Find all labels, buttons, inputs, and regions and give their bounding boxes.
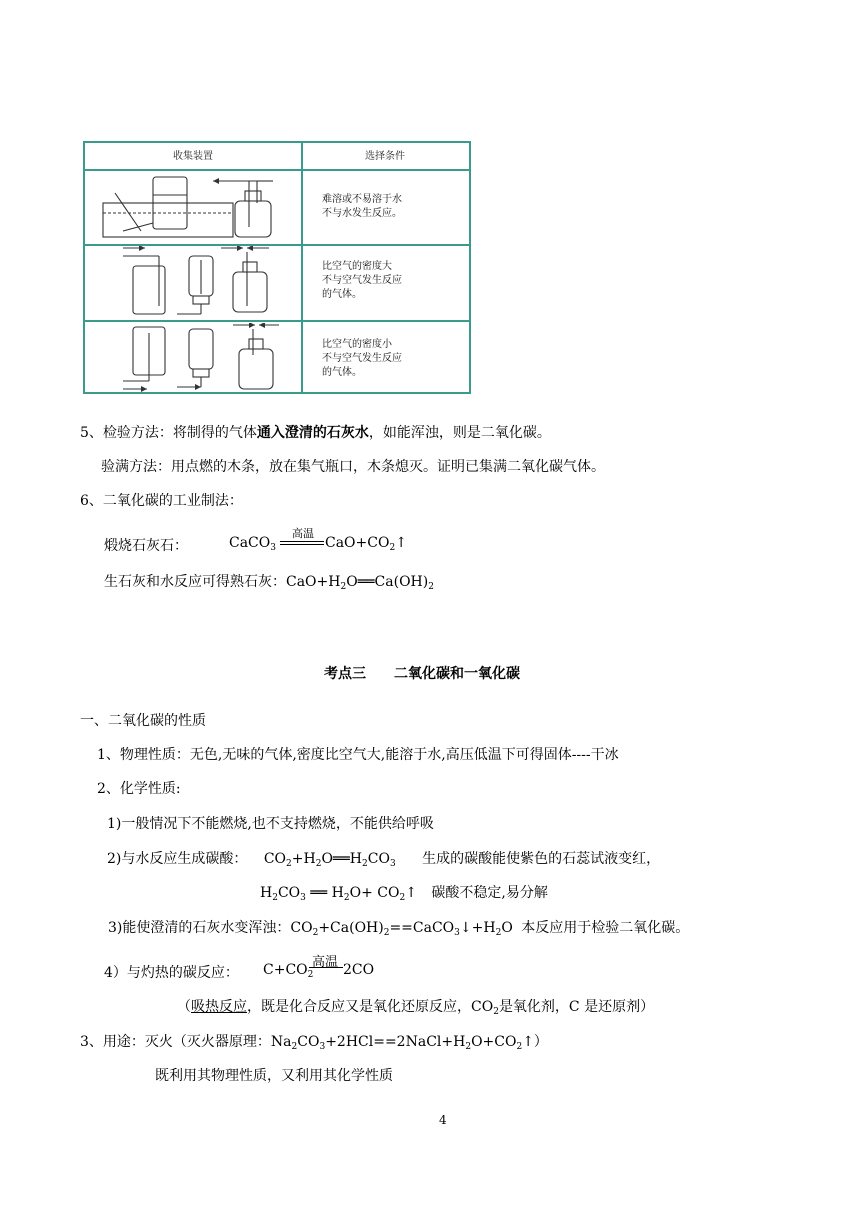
section-title: 考点三 二氧化碳和一氧化碳 — [324, 666, 520, 682]
equation-bar — [280, 544, 324, 545]
chem-property-2: 2)与水反应生成碳酸： $CO_2+H_2O══H_2CO_3$ 生成的碳酸能使紫色的石蕊试液变红， — [107, 851, 661, 869]
physical-properties: 1、物理性质：无色,无味的气体,密度比空气大,能溶于水,高压低温下可得固体----干冰 — [97, 747, 619, 763]
calcine-label: 煅烧石灰石： — [104, 538, 188, 554]
item5-test-method: 5、检验方法：将制得的气体通入澄清的石灰水，如能浑浊，则是二氧化碳。 — [80, 425, 551, 441]
condition-row1: 难溶或不易溶于水 不与水发生反应。 — [322, 194, 402, 219]
chem-property-4-note: （吸热反应，既是化合反应又是氧化还原反应，$CO_2$是氧化剂，C 是还原剂） — [177, 999, 655, 1017]
equation-bar — [309, 967, 343, 968]
water-displacement-apparatus — [93, 173, 293, 241]
chem-property-1: 1)一般情况下不能燃烧,也不支持燃烧，不能供给呼吸 — [107, 816, 434, 832]
collection-apparatus-table — [83, 141, 471, 394]
uses-fire-extinguisher: 3、用途：灭火（灭火器原理：$Na_2CO_3+2HCl==2NaCl+H_2O+CO_2↑$） — [80, 1034, 548, 1052]
quicklime-reaction: 生石灰和水反应可得熟石灰：$CaO+H_2O══Ca(OH)_2$ — [104, 574, 434, 592]
uses-note: 既利用其物理性质，又利用其化学性质 — [155, 1068, 393, 1084]
chem-property-3: 3)能使澄清的石灰水变浑浊：$CO_2+Ca(OH)_2==CaCO_3↓+H_2O$ 本反应用于检验二氧化碳。 — [108, 920, 690, 938]
full-check-method: 验满方法：用点燃的木条，放在集气瓶口，木条熄灭。证明已集满二氧化碳气体。 — [101, 459, 605, 475]
header-condition: 选择条件 — [365, 151, 405, 162]
calcine-products: $CaO+CO_2↑$ — [325, 535, 407, 553]
calcine-equation: CaCO$_3$ — [229, 535, 276, 553]
table-divider — [301, 143, 303, 392]
condition-row2: 比空气的密度大 不与空气发生反应 的气体。 — [322, 261, 402, 300]
item6-industrial-method: 6、二氧化碳的工业制法： — [80, 493, 243, 509]
chemical-properties-heading: 2、化学性质: — [97, 781, 181, 797]
chem4-condition: 高温 — [312, 955, 339, 970]
upward-air-displacement-apparatus — [93, 246, 293, 318]
condition-row3: 比空气的密度小 不与空气发生反应 的气体。 — [322, 339, 402, 378]
part1-heading: 一、二氧化碳的性质 — [80, 713, 206, 729]
table-divider — [85, 320, 469, 322]
calcine-condition: 高温 — [292, 527, 314, 540]
chem-property-4-label: 4）与灼热的碳反应： — [104, 965, 239, 981]
equation-bar — [280, 541, 324, 542]
table-divider — [85, 169, 469, 171]
chem-property-4-product: 2CO — [343, 962, 375, 978]
page-number: 4 — [439, 1113, 447, 1127]
carbonic-decomposition: $H_2CO_3$ ══ $H_2O+$ $CO_2↑$ 碳酸不稳定,易分解 — [260, 885, 548, 903]
chem-property-4-equation: $C+CO_2$ — [263, 962, 314, 980]
header-collect: 收集装置 — [173, 151, 213, 162]
downward-air-displacement-apparatus — [93, 323, 293, 393]
